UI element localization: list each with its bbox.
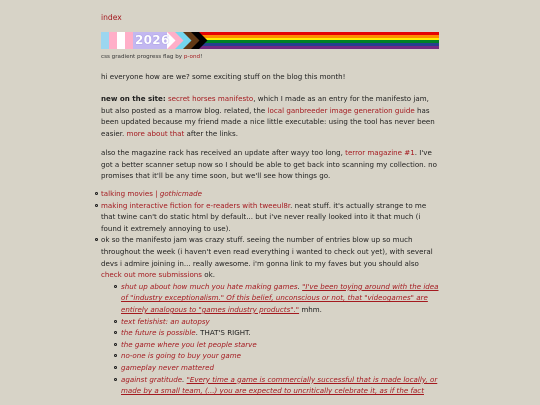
terror-magazine-link[interactable]: terror magazine #1 (345, 148, 415, 157)
caption-author-link[interactable]: p-ond (183, 54, 201, 60)
new-on-site-heading: new on the site: (101, 94, 166, 103)
ganbreeder-guide-link[interactable]: local ganbreeder image generation guide (267, 105, 415, 115)
list-item: the future is possible. THAT'S RIGHT. (121, 327, 439, 339)
submissions-list (101, 281, 439, 397)
index-link[interactable]: index (101, 13, 122, 22)
list-item: against gratitude. "Every time a game is commercially successful that is made locally, or made by a small team, (...) you are expected to uncritically celebrate it, as if the fact (121, 374, 438, 396)
links-list (101, 188, 439, 397)
list-item (101, 188, 439, 200)
list-item: making interactive fiction for e-readers with tweeul8r. neat stuff. it's actually strange to me that twine can't do static html by default... but i've never really looked into it that much (i found it extremely annoying to use). (101, 200, 439, 235)
list-item: ok so the manifesto jam was crazy stuff. seeing the number of entries blow up so much throughout the week (i haven't even read everything i wanted to check out yet), with several devs i admire joining in... really awesome. i'm gonna link to my faves but you should also check out more submissions ok. shut up about how much you hate making games. "I've been toying around with the idea of "industry exceptionalism." Of this belief, unconscious or not, that "videogames" are entirely analogous to "games industry products"." mhm. text fetishist: an autopsy the future is possible. THAT'S RIGHT. the game where you let people starve no-one is going to buy your game gameplay never mattered against gratitude. "Every time a game is commercially successful that is made locally, or made by a small team, (...) you are expected to uncritically celebrate it, as if the fact (101, 235, 439, 396)
submission-link-against-gratitude[interactable]: against gratitude (121, 374, 183, 384)
submission-link-shut-up[interactable]: shut up about how much you hate making games (121, 281, 298, 291)
progress-pride-flag (101, 32, 439, 49)
submission-link-starve[interactable]: the game where you let people starve (121, 339, 257, 349)
submission-quote: "I've been toying around with the idea of "industry exceptionalism." Of this belief, unconscious or not, that "videogames" are entirely analogous to "games industry products"." (121, 281, 439, 314)
list-item (121, 339, 439, 351)
submission-link-text-fetishist[interactable]: text fetishist: an autopsy (121, 316, 210, 326)
submission-link-future-possible[interactable]: the future is possible (121, 328, 196, 338)
submission-quote: "Every time a game is commercially successful that is made locally, or made by a small team, (...) you are expected to uncritically celebrate it, as if the fact (121, 374, 438, 396)
link-separator: | (152, 189, 160, 198)
new-on-site-paragraph: new on the site: secret horses manifesto, which I made as an entry for the manifesto jam, but also posted as a marrow blog. related, the local ganbreeder image generation guide has been updated because my friend made a nice little executable: using the tool has never been easier. more about that after the links. (101, 94, 435, 138)
secret-horses-link[interactable]: secret horses manifesto (167, 94, 254, 103)
flag-caption: css gradient progress flag by p-ond! (101, 54, 203, 60)
talking-movies-link[interactable]: talking movies (101, 189, 153, 198)
list-item: shut up about how much you hate making games. "I've been toying around with the idea of "industry exceptionalism." Of this belief, unconscious or not, that "videogames" are entirely analogous to "games industry products"." mhm. (121, 281, 439, 314)
magazine-paragraph: also the magazine rack has received an update after wayy too long, terror magazine #1. I've got a better scanner setup now so I should be able to get back into scanning my collection. no promises that it'll be any time soon, but we'll see how things go. (101, 148, 438, 181)
interactive-fiction-link[interactable]: making interactive fiction for e-readers with tweeul8r (101, 200, 291, 210)
submission-link-buy-your-game[interactable]: no-one is going to buy your game (121, 351, 241, 361)
list-item (121, 316, 439, 328)
check-out-more-link[interactable]: check out more submissions (101, 270, 202, 280)
submission-link-gameplay[interactable]: gameplay never mattered (121, 362, 214, 372)
greeting-paragraph: hi everyone how are we? some exciting stuff on the blog this month! (101, 72, 346, 81)
more-about-that-link[interactable]: more about that (126, 128, 185, 138)
gothicmade-link[interactable]: gothicmade (159, 189, 202, 198)
flag-year-label: 2026 (135, 33, 170, 47)
list-item (121, 362, 439, 374)
list-item (121, 350, 439, 362)
